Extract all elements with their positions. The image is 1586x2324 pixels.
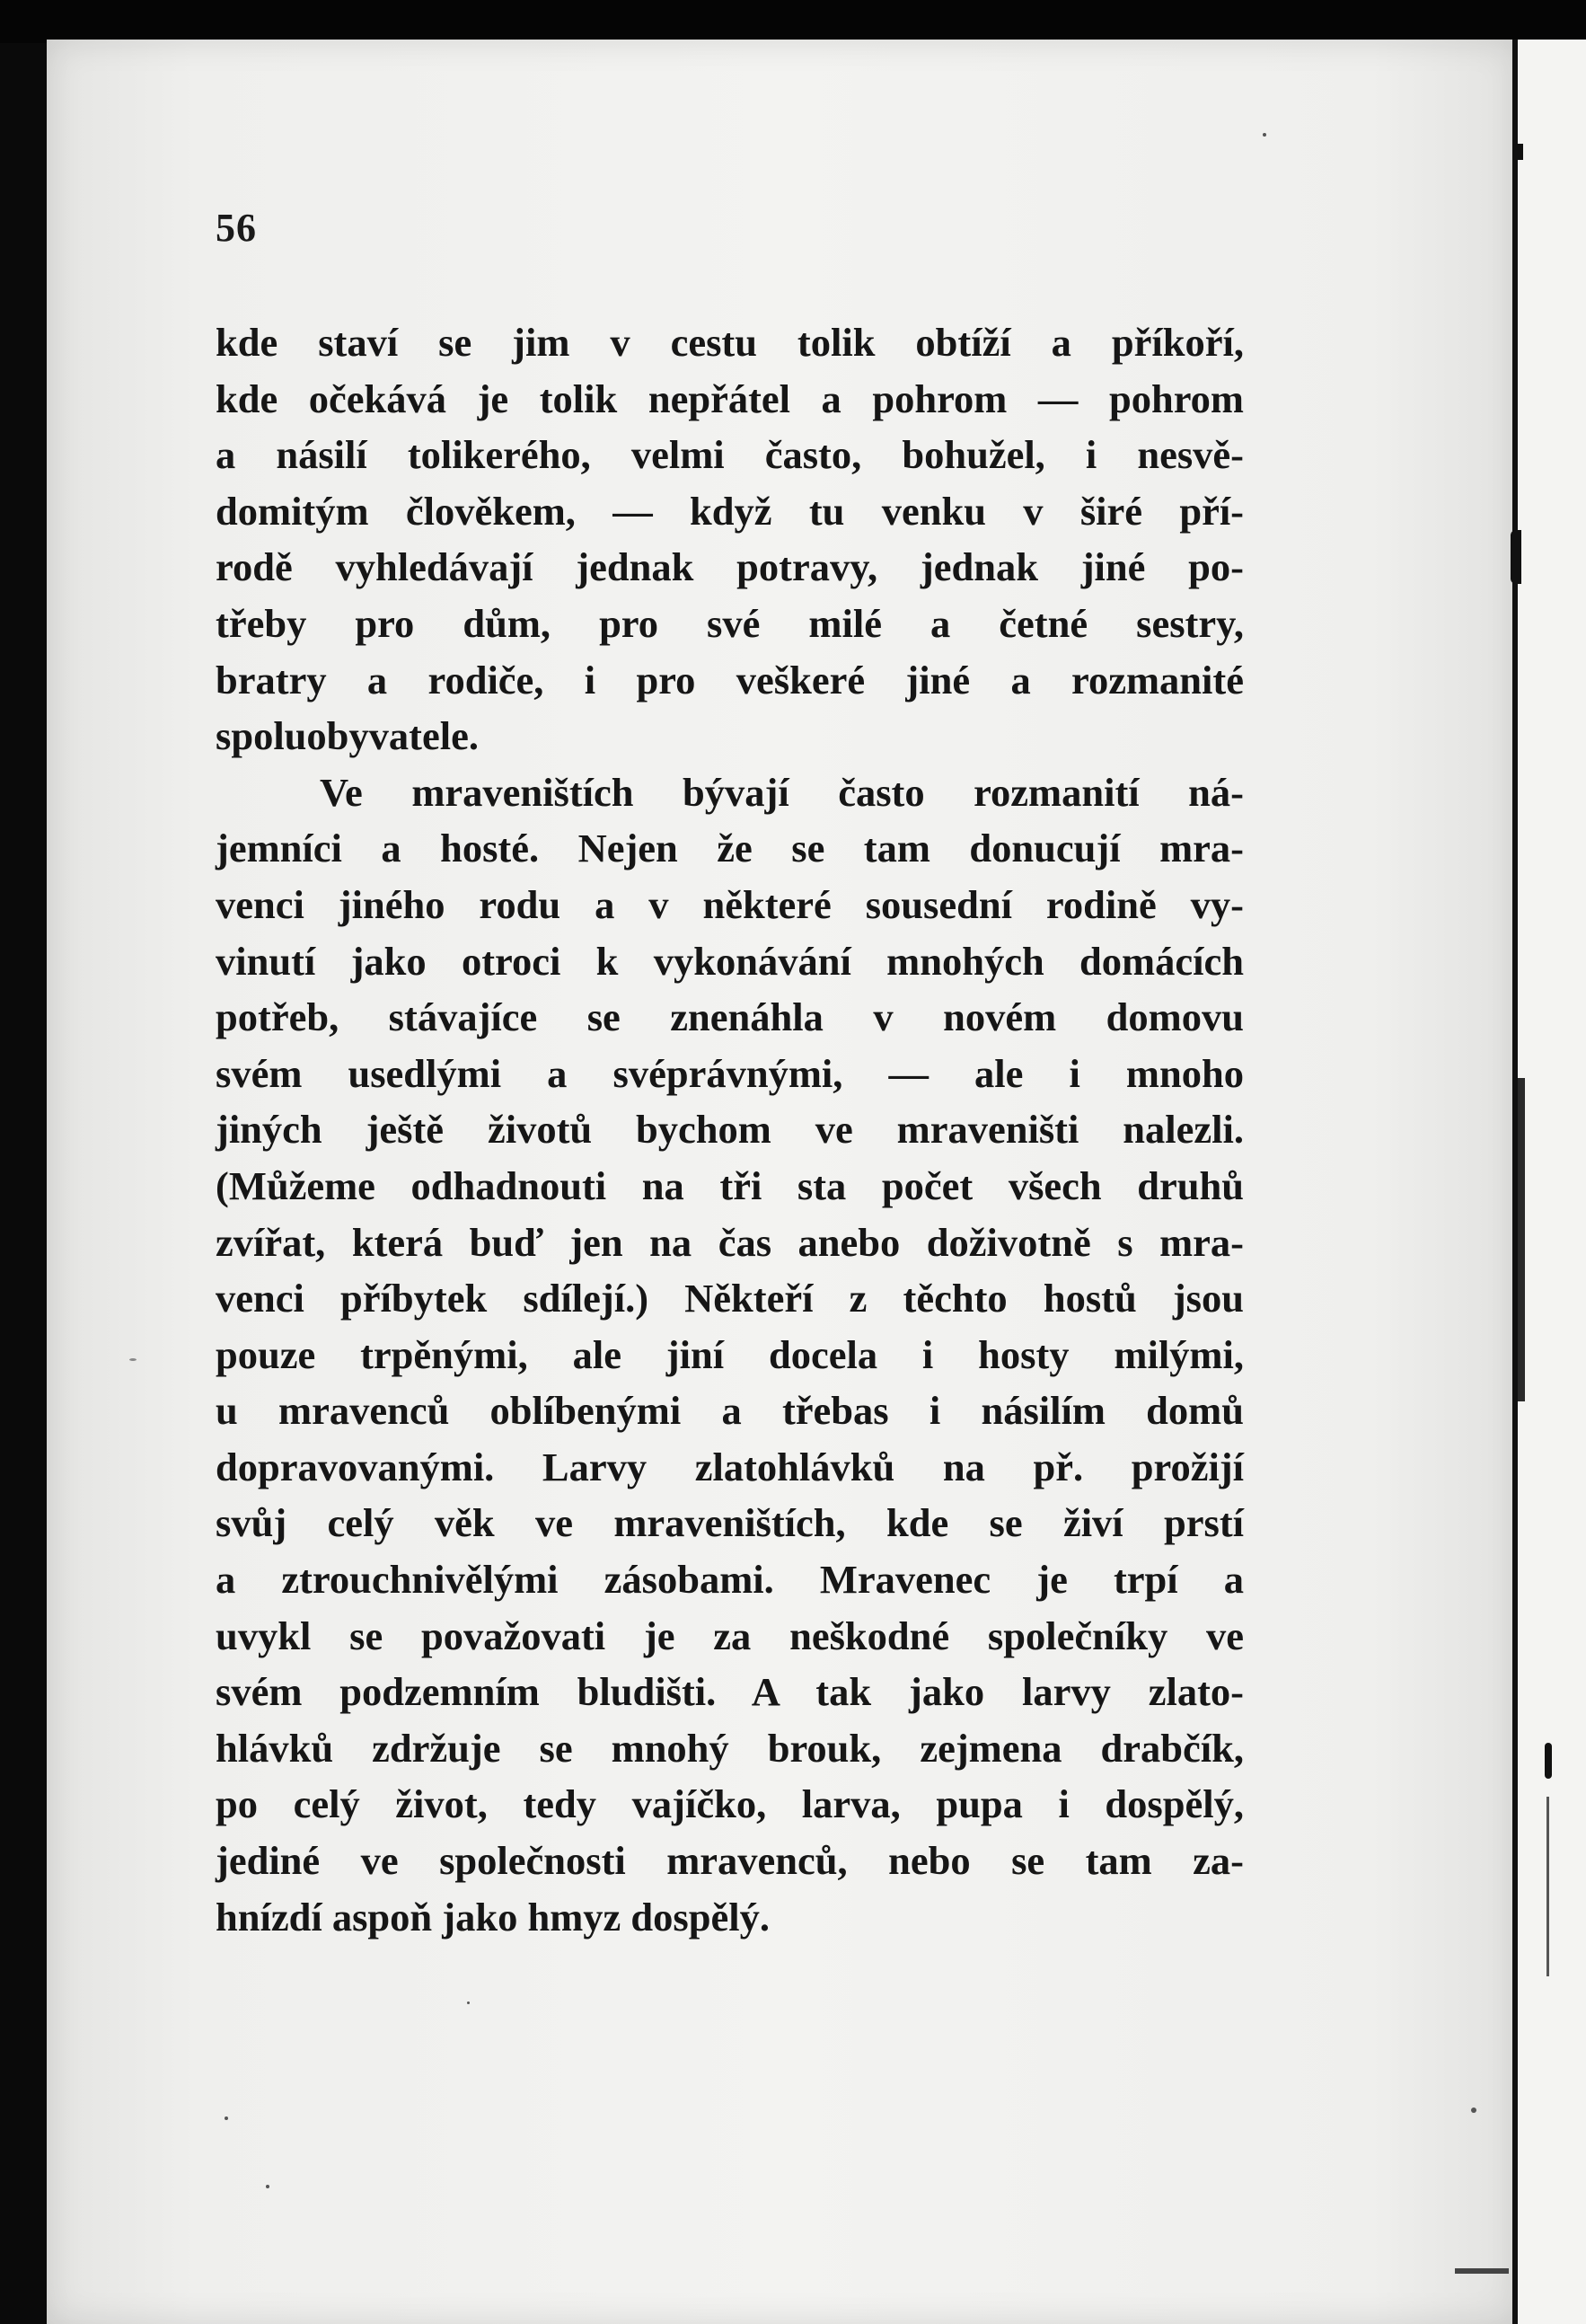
page-number: 56 [216,206,257,250]
text-line: po celý život, tedy vajíčko, larva, pupa i dospělý, [216,1781,1244,1827]
text-line: svém podzemním bludišti. A tak jako larvy zlato- [216,1669,1244,1715]
text-line: venci příbytek sdílejí.) Někteří z těchto hostů jsou [216,1276,1244,1321]
paper-speck [266,2185,269,2188]
text-line: bratry a rodiče, i pro veškeré jiné a rozmanité [216,657,1244,703]
text-line: hlávků zdržuje se mnohý brouk, zejmena drabčík, [216,1725,1244,1771]
text-line: kde staví se jim v cestu tolik obtíží a příkoří, [216,320,1244,365]
text-line: spoluobyvatele. [216,713,479,759]
text-line: dopravovanými. Larvy zlatohlávků na př. prožijí [216,1444,1244,1489]
edge-mark [1545,1743,1552,1779]
text-line: jediné ve společnosti mravenců, nebo se tam za- [216,1838,1244,1884]
text-line: třeby pro dům, pro své milé a četné sestry, [216,600,1244,646]
text-line: potřeb, stávajíce se znenáhla v novém domovu [216,994,1244,1040]
edge-mark [1546,1797,1549,1976]
text-line: hnízdí aspoň jako hmyz dospělý. [216,1894,770,1940]
paper-speck [467,2001,470,2004]
edge-mark [1511,530,1521,584]
text-line: a ztrouchnivělými zásobami. Mravenec je trpí a [216,1557,1244,1603]
text-line: zvířat, která buď jen na čas anebo doživotně s mra- [216,1219,1244,1265]
text-line: svůj celý věk ve mraveništích, kde se živí prstí [216,1500,1244,1546]
paper-speck [1471,2108,1476,2113]
text-line: vinutí jako otroci k vykonávání mnohých domácích [216,938,1244,984]
text-line: Ve mraveništích bývají často rozmanití ná- [320,769,1244,815]
scan-margin-right [1518,40,1586,2324]
paper-speck [129,1358,137,1361]
text-line: svém usedlými a svéprávnými, — ale i mnoho [216,1050,1244,1096]
paper-speck [225,2116,228,2120]
edge-mark [1518,1078,1525,1401]
edge-mark [1516,144,1523,160]
text-line: kde očekává je tolik nepřátel a pohrom — pohrom [216,376,1244,421]
text-line: jemníci a hosté. Nejen že se tam donucují mra- [216,826,1244,871]
text-line: venci jiného rodu a v některé sousední rodině vy- [216,881,1244,927]
text-line: uvykl se považovati je za neškodné společníky ve [216,1613,1244,1658]
text-line: jiných ještě životů bychom ve mraveništi nalezli. [216,1107,1244,1153]
text-line: u mravenců oblíbenými a třebas i násilím domů [216,1388,1244,1434]
text-line: domitým člověkem, — když tu venku v širé pří- [216,488,1244,534]
text-line: pouze trpěnými, ale jiní docela i hosty milými, [216,1331,1244,1377]
paper-speck [1263,133,1266,137]
edge-mark [1455,2268,1509,2274]
body-text [216,314,1244,1945]
text-line: (Můžeme odhadnouti na tři sta počet všech druhů [216,1162,1244,1208]
text-line: rodě vyhledávají jednak potravy, jednak jiné po- [216,544,1244,590]
text-line: a násilí tolikerého, velmi často, bohužel, i nesvě- [216,432,1244,478]
scan-border-top [0,0,1586,43]
